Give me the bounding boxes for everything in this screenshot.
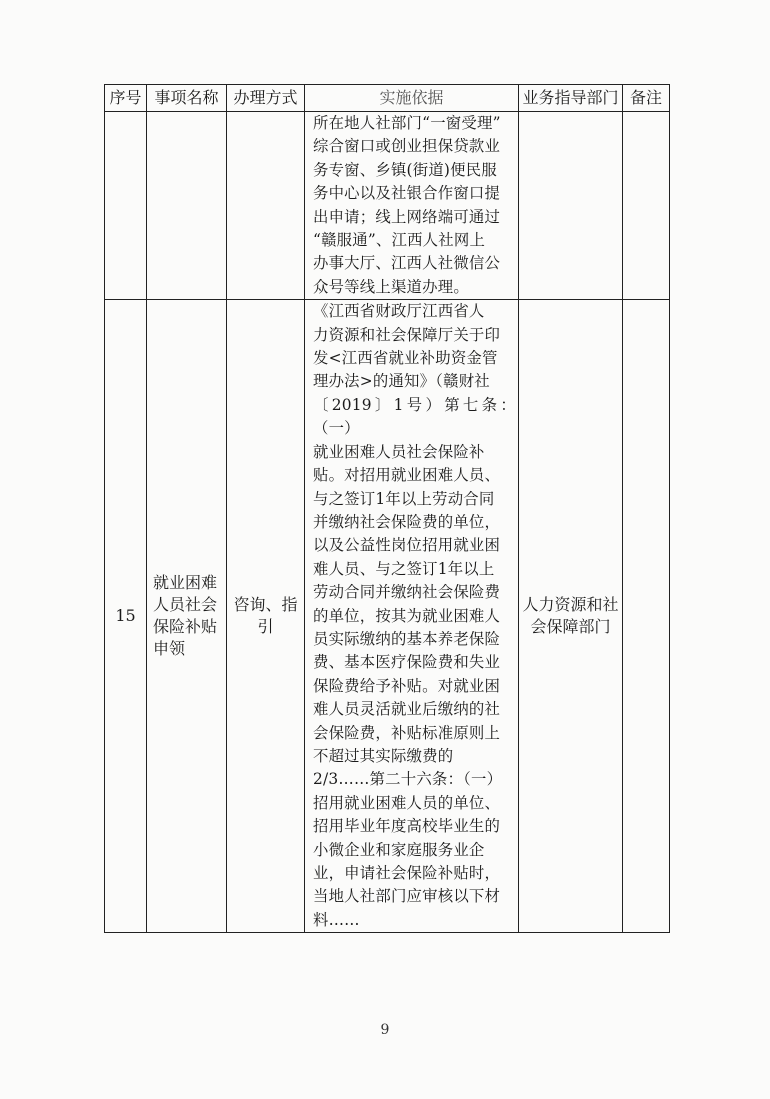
header-method: 办理方式 — [227, 85, 305, 112]
page-number: 9 — [380, 1022, 390, 1038]
row-dept: 人力资源和社 会保障部门 — [519, 300, 623, 933]
header-dept: 业务指导部门 — [519, 85, 623, 112]
table-header-row — [105, 85, 670, 112]
row-item-name — [147, 112, 227, 300]
row-method: 咨询、指 引 — [227, 300, 305, 933]
header-serial: 序号 — [105, 85, 147, 112]
header-basis: 实施依据 — [305, 85, 519, 112]
row-basis: 《江西省财政厅江西省人 力资源和社会保障厅关于印 发<江西省就业补助资金管 理办法>的通知》（赣财社 〔2019〕1号）第七条：（一） 就业困难人员社会保险补 贴。对招用就业困难人员、 与之签订1年以上劳动合同 并缴纳社会保险费的单位， 以及公益性岗位招用就业困 难人员、与之签订1年以上 劳动合同并缴纳社会保险费 的单位，按其为就业困难人 员实际缴纳的基本养老保险 费、基本医疗保险费和失业 保险费给予补贴。对就业困 难人员灵活就业后缴纳的社 会保险费，补贴标准原则上 不超过其实际缴费的 2/3……第二十六条：（一） 招用就业困难人员的单位、 招用毕业年度高校毕业生的 小微企业和家庭服务业企 业，申请社会保险补贴时， 当地人社部门应审核以下材 料…… — [305, 300, 519, 933]
row-item-name: 就业困难 人员社会 保险补贴 申领 — [147, 300, 227, 933]
header-remark: 备注 — [623, 85, 670, 112]
row-basis: 所在地人社部门“一窗受理” 综合窗口或创业担保贷款业 务专窗、乡镇(街道)便民服 务中心以及社银合作窗口提 出申请；线上网络端可通过 “赣服通”、江西人社网上 办事大厅、江西人社微信公 众号等线上渠道办理。 — [305, 112, 519, 300]
row-method — [227, 112, 305, 300]
table-row — [105, 300, 670, 933]
row-serial: 15 — [105, 300, 147, 933]
service-items-table — [104, 84, 670, 933]
row-remark — [623, 300, 670, 933]
row-serial — [105, 112, 147, 300]
table-row — [105, 112, 670, 300]
header-item-name: 事项名称 — [147, 85, 227, 112]
row-remark — [623, 112, 670, 300]
row-dept — [519, 112, 623, 300]
